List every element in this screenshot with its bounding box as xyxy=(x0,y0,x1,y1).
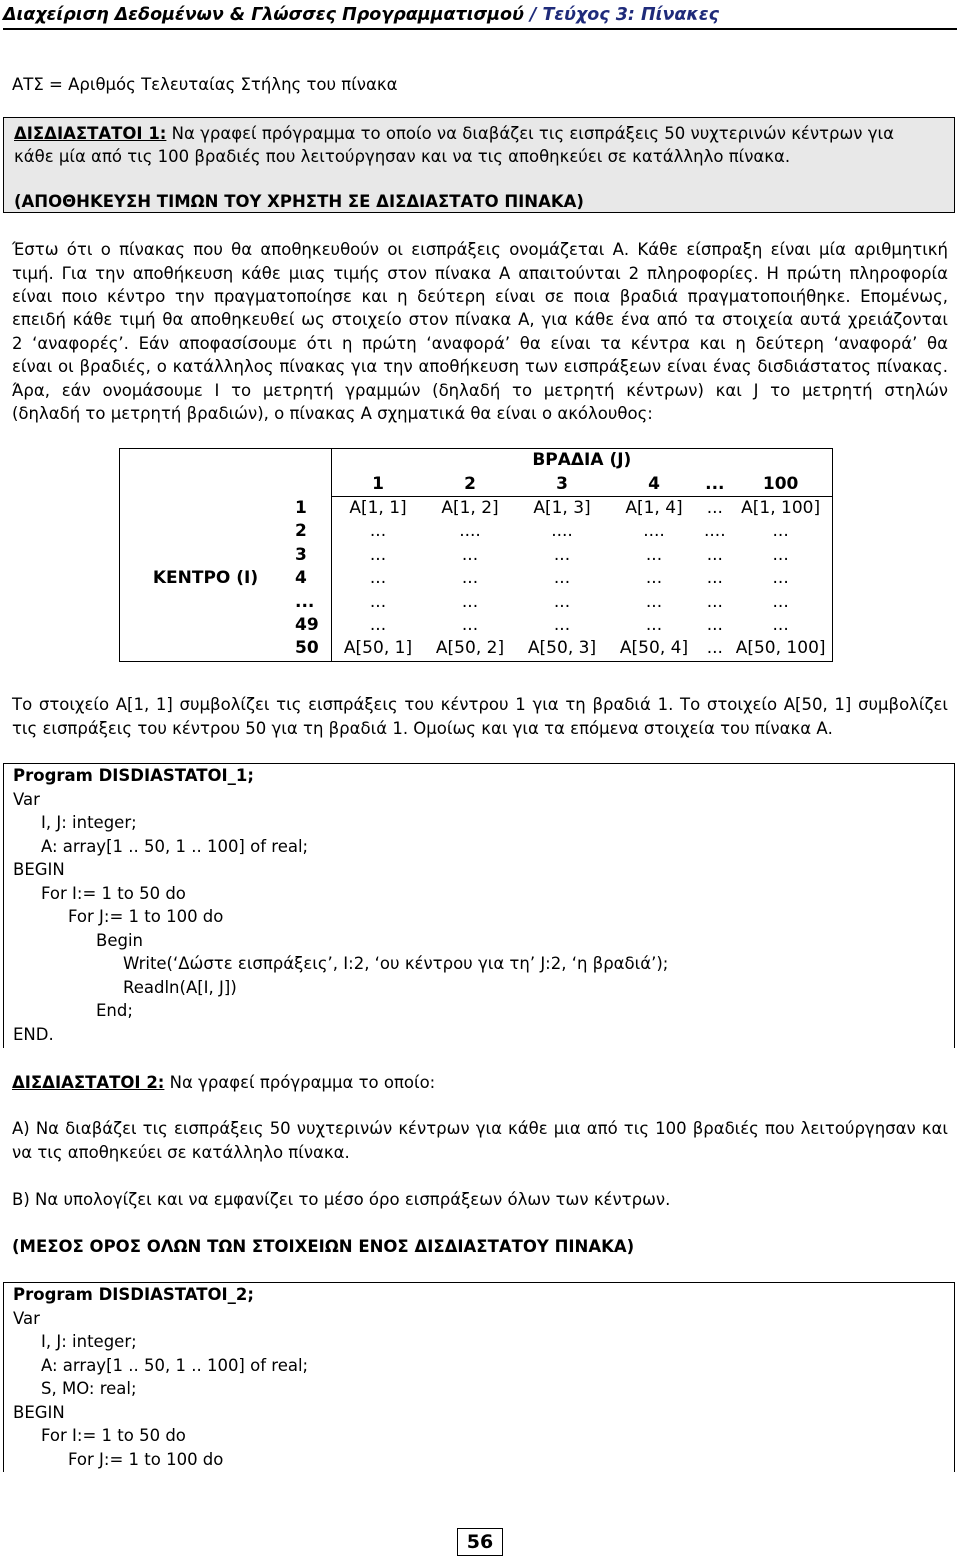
matrix-cell: ... xyxy=(332,590,425,613)
matrix-cell: ... xyxy=(553,591,571,612)
matrix-cell: ... xyxy=(645,544,663,565)
matrix-cell: A[50, 100] xyxy=(730,637,833,661)
matrix-cell: ... xyxy=(706,568,723,589)
matrix-cell: .... xyxy=(643,521,665,542)
matrix-cell: ... xyxy=(730,567,833,590)
exercise1-box xyxy=(3,117,955,213)
explanation-line: (δηλαδή το μετρητή βραδιών), ο πίνακας Α σχηματικά θα είναι ο ακόλουθος: xyxy=(12,404,653,423)
code-line: Program DISDIASTATOI_1; xyxy=(13,766,255,785)
matrix-table xyxy=(119,448,833,662)
matrix-cell: ... xyxy=(645,591,663,612)
code-line: Program DISDIASTATOI_2; xyxy=(13,1285,255,1304)
matrix-cell: ... xyxy=(706,591,723,612)
matrix-cell: ... xyxy=(645,568,663,589)
code-line: For I:= 1 to 50 do xyxy=(41,1426,186,1445)
matrix-cell: ... xyxy=(730,590,833,613)
exercise1-line1: Να γραφεί πρόγραμμα το οποίο να διαβάζει τις εισπράξεις 50 νυχτερινών κέντρων για xyxy=(166,124,894,143)
row-label: 1 xyxy=(295,497,307,518)
col-header: 2 xyxy=(464,473,476,494)
exercise2-intro: ΔΙΣΔΙΑΣΤΑΤΟΙ 2: Να γραφεί πρόγραμμα το οποίο: xyxy=(12,1073,436,1092)
matrix-cell: ... xyxy=(461,591,479,612)
matrix-cell: ... xyxy=(730,614,833,637)
code-line: Var xyxy=(13,790,40,809)
exercise2-heading: (ΜΕΣΟΣ ΟΡΟΣ ΟΛΩΝ ΤΩΝ ΣΤΟΙΧΕΙΩΝ ΕΝΟΣ ΔΙΣΔΙΑΣΤΑΤΟΥ ΠΙΝΑΚΑ) xyxy=(12,1237,635,1256)
header-title: Διαχείριση Δεδομένων & Γλώσσες Προγραμματισμού xyxy=(3,5,524,25)
matrix-cell: .... xyxy=(704,521,726,542)
page-number: 56 xyxy=(457,1528,503,1556)
explanation-line: τιμή. Για την αποθήκευση κάθε μιας τιμής στον πίνακα Α απαιτούνται 2 πληροφορίες. Η πρώτη πληροφορία xyxy=(12,264,948,283)
row-title: ΚΕΝΤΡΟ (Ι) xyxy=(120,496,292,661)
exercise2-label: ΔΙΣΔΙΑΣΤΑΤΟΙ 2: xyxy=(12,1073,165,1092)
code-line: S, MO: real; xyxy=(41,1379,137,1398)
matrix-cell: ... xyxy=(730,520,833,543)
matrix-cell: ... xyxy=(700,496,730,520)
code-line: A: array[1 .. 50, 1 .. 100] of real; xyxy=(41,837,309,856)
matrix-cell: ... xyxy=(332,544,425,567)
explanation-line: Έστω ότι ο πίνακας που θα αποθηκευθούν οι εισπράξεις ονομάζεται Α. Κάθε είσπραξη είναι μία αριθμητική xyxy=(12,240,948,259)
code-block-2 xyxy=(3,1282,955,1472)
code-line: Write(‘Δώστε εισπράξεις’, I:2, ‘ου κέντρου για τη’ J:2, ‘η βραδιά’); xyxy=(123,954,669,973)
matrix-cell: A[1, 100] xyxy=(730,496,833,520)
matrix-cell: ... xyxy=(461,544,479,565)
code-line: BEGIN xyxy=(13,860,65,879)
intro-line: ΑΤΣ = Αριθμός Τελευταίας Στήλης του πίνακα xyxy=(12,75,398,94)
matrix-cell: ... xyxy=(553,568,571,589)
matrix-cell: A[50, 1] xyxy=(332,637,425,661)
matrix-cell: ... xyxy=(730,544,833,567)
code-block-1 xyxy=(3,763,955,1048)
col-title: ΒΡΑΔΙΑ (J) xyxy=(332,449,833,473)
explanation-line: είναι ποιο κέντρο την πραγματοποίησε και η δεύτερη είναι σε ποια βραδιά πραγματοποιήθηκε. Επομένως, xyxy=(12,287,948,306)
explanation-line: 2 ‘αναφορές’. Εάν αποφασίσουμε ότι η πρώτη ‘αναφορά’ θα είναι τα κέντρα και η δεύτερη ‘αναφορά’ θα xyxy=(12,334,948,353)
matrix-cell: A[50, 3] xyxy=(516,637,608,661)
row-label: 2 xyxy=(295,521,307,542)
after-matrix-line: Το στοιχείο Α[1, 1] συμβολίζει τις εισπράξεις του κέντρου 1 για τη βραδιά 1. Το στοιχείο Α[50, 1] συμβολίζει xyxy=(12,695,948,714)
matrix-cell: A[50, 4] xyxy=(608,637,700,661)
row-label: 3 xyxy=(295,544,307,565)
explanation-line: επειδή κάθε τιμή θα αποθηκευθεί ως στοιχείο στον πίνακα Α, για κάθε ένα από τα στοιχεία αυτά χρειάζονται xyxy=(12,310,948,329)
page-header xyxy=(3,2,957,30)
row-label: 49 xyxy=(295,614,319,635)
header-issue: / Τεύχος 3: Πίνακες xyxy=(523,5,719,25)
matrix-cell: A[1, 1] xyxy=(332,496,425,520)
matrix-cell: A[50, 2] xyxy=(424,637,516,661)
row-label: 4 xyxy=(295,568,307,589)
code-line: Var xyxy=(13,1309,40,1328)
code-line: I, J: integer; xyxy=(41,1332,137,1351)
matrix-cell: ... xyxy=(553,614,571,635)
code-line: For I:= 1 to 50 do xyxy=(41,884,186,903)
code-line: I, J: integer; xyxy=(41,813,137,832)
matrix-cell: A[1, 3] xyxy=(516,496,608,520)
explanation-line: είναι οι βραδιές, ο κατάλληλος πίνακας για την αποθήκευση των εισπράξεων είναι ένας δισδιάστατος πίνακας. xyxy=(12,357,948,376)
col-header: ... xyxy=(705,473,725,494)
exercise1-heading: (ΑΠΟΘΗΚΕΥΣΗ ΤΙΜΩΝ ΤΟΥ ΧΡΗΣΤΗ ΣΕ ΔΙΣΔΙΑΣΤΑΤΟ ΠΙΝΑΚΑ) xyxy=(14,192,584,211)
code-line: For J:= 1 to 100 do xyxy=(68,907,224,926)
exercise2-partA: Α) Να διαβάζει τις εισπράξεις 50 νυχτερινών κέντρων για κάθε μια από τις 100 βραδιές που λειτούργησαν και xyxy=(12,1119,948,1138)
matrix-cell: ... xyxy=(461,568,479,589)
matrix-cell: .... xyxy=(551,521,573,542)
matrix-cell: A[1, 4] xyxy=(608,496,700,520)
row-label: ... xyxy=(295,591,315,612)
code-line: End; xyxy=(96,1001,133,1020)
col-header: 3 xyxy=(556,473,568,494)
exercise1-label: ΔΙΣΔΙΑΣΤΑΤΟΙ 1: xyxy=(14,124,167,143)
row-label: 50 xyxy=(291,637,332,661)
matrix-cell: ... xyxy=(553,544,571,565)
exercise1-line2: κάθε μία από τις 100 βραδιές που λειτούργησαν και να τις αποθηκεύει σε κατάλληλο πίνακα. xyxy=(14,147,791,166)
matrix-cell: ... xyxy=(706,614,723,635)
matrix-cell: ... xyxy=(332,520,425,543)
matrix-cell: ... xyxy=(645,614,663,635)
col-header: 1 xyxy=(332,472,425,496)
code-line: Begin xyxy=(96,931,143,950)
matrix-cell: ... xyxy=(706,544,723,565)
matrix-cell: ... xyxy=(332,567,425,590)
code-line: A: array[1 .. 50, 1 .. 100] of real; xyxy=(41,1356,309,1375)
matrix-cell: ... xyxy=(332,614,425,637)
matrix-diagram xyxy=(119,448,833,662)
exercise2-partA-cont: να τις αποθηκεύει σε κατάλληλο πίνακα. xyxy=(12,1143,350,1162)
explanation-line: Άρα, εάν ονομάσουμε Ι το μετρητή γραμμών (δηλαδή το μετρητή κέντρων) και J το μετρητή στηλών xyxy=(12,381,948,400)
after-matrix-line: τις εισπράξεις του κέντρου 50 για τη βραδιά 1. Ομοίως και για τα επόμενα στοιχεία του πίνακα Α. xyxy=(12,719,833,738)
code-line: Readln(A[I, J]) xyxy=(123,978,237,997)
code-line: BEGIN xyxy=(13,1403,65,1422)
matrix-cell: A[1, 2] xyxy=(424,496,516,520)
exercise2-partB: Β) Να υπολογίζει και να εμφανίζει το μέσο όρο εισπράξεων όλων των κέντρων. xyxy=(12,1190,671,1209)
matrix-cell: ... xyxy=(700,637,730,661)
col-header: 100 xyxy=(730,472,833,496)
code-line: END. xyxy=(13,1025,54,1044)
matrix-cell: .... xyxy=(459,521,481,542)
col-header: 4 xyxy=(648,473,660,494)
code-line: For J:= 1 to 100 do xyxy=(68,1450,224,1469)
matrix-cell: ... xyxy=(461,614,479,635)
